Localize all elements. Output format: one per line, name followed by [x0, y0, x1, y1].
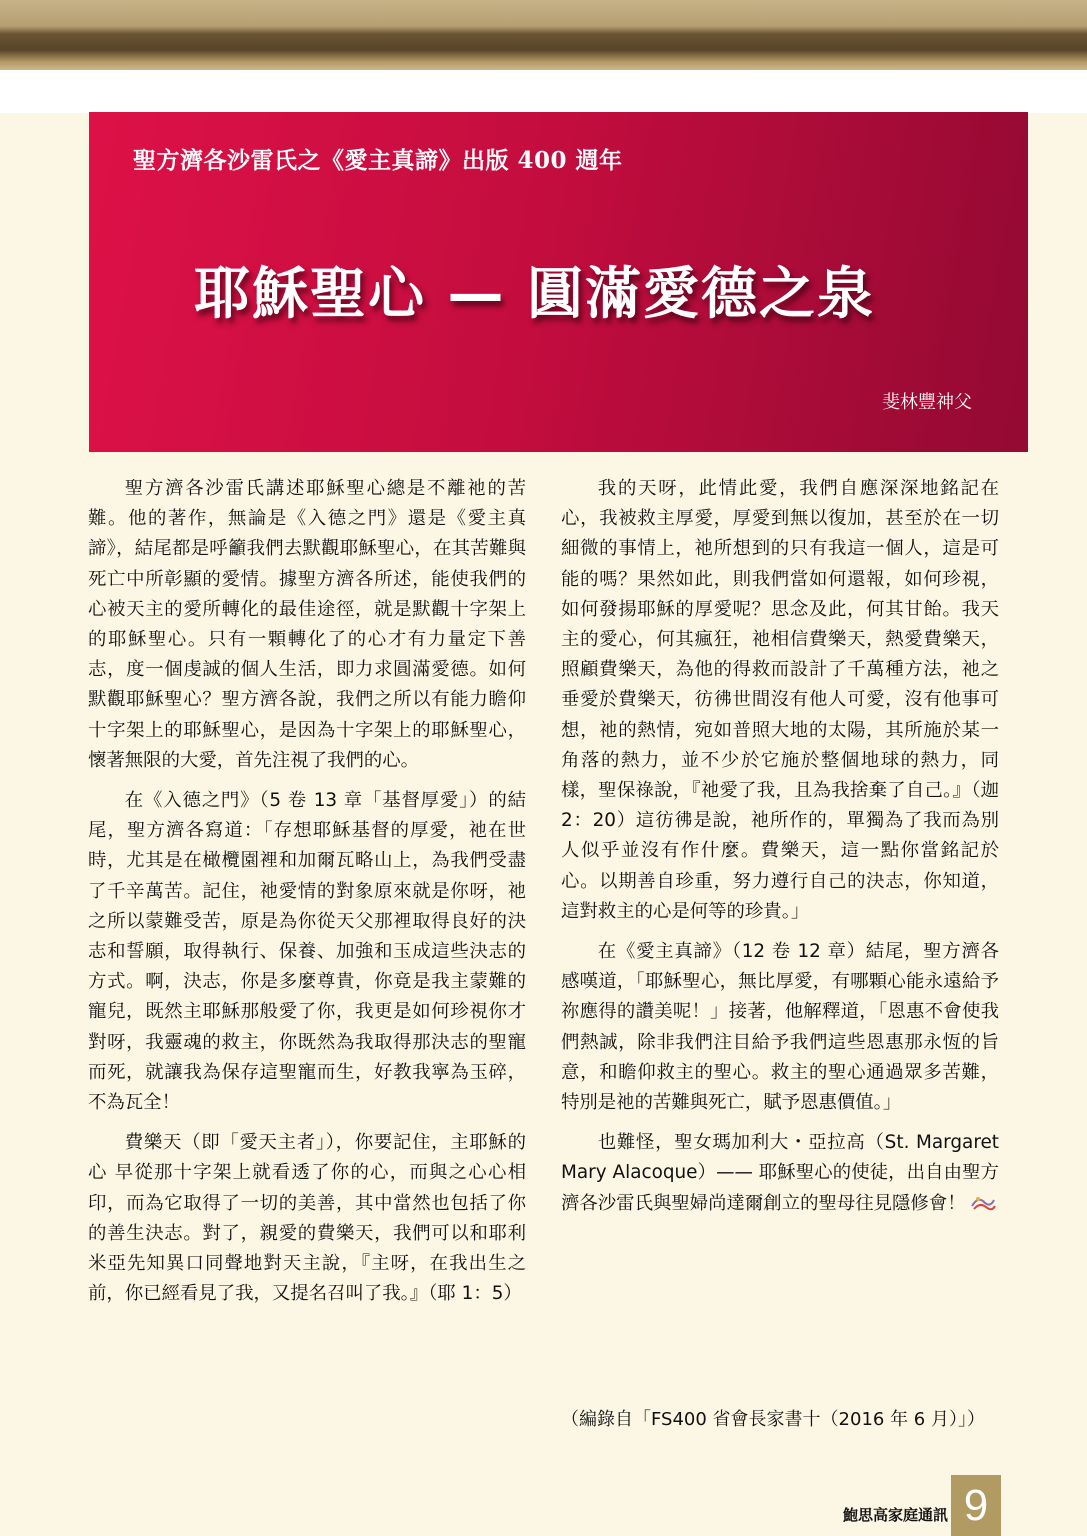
article-subtitle: 聖方濟各沙雷氏之《愛主真諦》出版 400 週年 — [133, 147, 623, 174]
paragraph: 費樂天（即「愛天主者」），你要記住，主耶穌的心 早從那十字架上就看透了你的心，而與之心心相印，而為它取得了一切的美善，其中當然也包括了你的善生決志。對了，親愛的費樂天，我們可以和耶利米亞先知異口同聲地對天主說，『主呀，在我出生之前，你已經看見了我，又提名召叫了我。』（耶 1：5） — [88, 1132, 526, 1305]
article-author: 斐林豐神父 — [882, 392, 972, 413]
paragraph: 我的天呀，此情此愛，我們自應深深地銘記在心，我被救主厚愛，厚愛到無以復加，甚至於在一切細微的事情上，祂所想到的只有我這一個人，這是可能的嗎？果然如此，則我們當如何還報，如何珍視，如何發揚耶穌的厚愛呢？思念及此，何其甘飴。我天主的愛心，何其瘋狂，祂相信費樂天，熱愛費樂天，照顧費樂天，為他的得救而設計了千萬種方法，祂之垂愛於費樂天，彷彿世間沒有他人可愛，沒有他事可想，祂的熱情，宛如普照大地的太陽，其所施於某一角落的熱力，並不少於它施於整個地球的熱力，同樣，聖保祿說，『祂愛了我，且為我捨棄了自己。』（迦 2：20）這彷彿是說，祂所作的，單獨為了我而為別人似乎並沒有作什麼。費樂天，這一點你當銘記於心。以期善自珍重，努力遵行自己的決志，你知道，這對救主的心是何等的珍貴。」 — [561, 478, 999, 922]
decorative-end-mark-icon — [970, 1194, 996, 1212]
article-header-banner — [89, 112, 1028, 452]
paragraph: 在《愛主真諦》（12 卷 12 章）結尾，聖方濟各感嘆道，「耶穌聖心，無比厚愛，有哪顆心能永遠給予祢應得的讚美呢！」接著，他解釋道，「恩惠不會使我們熱誠，除非我們注目給予我們這些恩惠那永恆的旨意，和瞻仰救主的聖心。救主的聖心通過眾多苦難，特別是祂的苦難與死亡，賦予恩惠價值。」 — [561, 941, 999, 1114]
page-number: 9 — [951, 1475, 1001, 1536]
top-decorative-bar — [0, 0, 1087, 70]
paragraph-text: 也難怪，聖女瑪加利大・亞拉高（St. Margaret Mary Alacoque）—— 耶穌聖心的使徒，出自由聖方濟各沙雷氏與聖婦尚達爾創立的聖母往見隱修會！ — [561, 1132, 999, 1214]
paragraph-closing — [561, 1128, 999, 1219]
publication-name: 鮑思高家庭通訊 — [843, 1506, 949, 1524]
article-column-left — [88, 474, 526, 1319]
paragraph: 在《入德之門》（5 卷 13 章「基督厚愛」）的結尾，聖方濟各寫道：「存想耶穌基督的厚愛，祂在世時，尤其是在橄欖園裡和加爾瓦略山上，為我們受盡了千辛萬苦。記住，祂愛情的對象原來就是你呀，祂之所以蒙難受苦，原是為你從天父那裡取得良好的決志和誓願，取得執行、保養、加強和玉成這些決志的方式。啊，決志，你是多麼尊貴，你竟是我主蒙難的寵兒，既然主耶穌那般愛了你，我更是如何珍視你才對呀，我靈魂的救主，你既然為我取得那決志的聖寵而死，就讓我為保存這聖寵而生，好教我寧為玉碎，不為瓦全！ — [88, 790, 526, 1114]
paragraph: 聖方濟各沙雷氏講述耶穌聖心總是不離祂的苦難。他的著作，無論是《入德之門》還是《愛主真諦》，結尾都是呼籲我們去默觀耶穌聖心，在其苦難與死亡中所彰顯的愛情。據聖方濟各所述，能使我們的心被天主的愛所轉化的最佳途徑，就是默觀十字架上的耶穌聖心。只有一顆轉化了的心才有力量定下善志，度一個虔誠的個人生活，即力求圓滿愛德。如何默觀耶穌聖心？聖方濟各說，我們之所以有能力瞻仰十字架上的耶穌聖心，是因為十字架上的耶穌聖心，懷著無限的大愛，首先注視了我們的心。 — [88, 478, 526, 771]
source-citation: （編錄自「FS400 省會長家書十（2016 年 6 月）」） — [561, 1409, 985, 1430]
article-column-right — [561, 474, 999, 1229]
article-title: 耶穌聖心 — 圓滿愛德之泉 — [194, 262, 875, 327]
